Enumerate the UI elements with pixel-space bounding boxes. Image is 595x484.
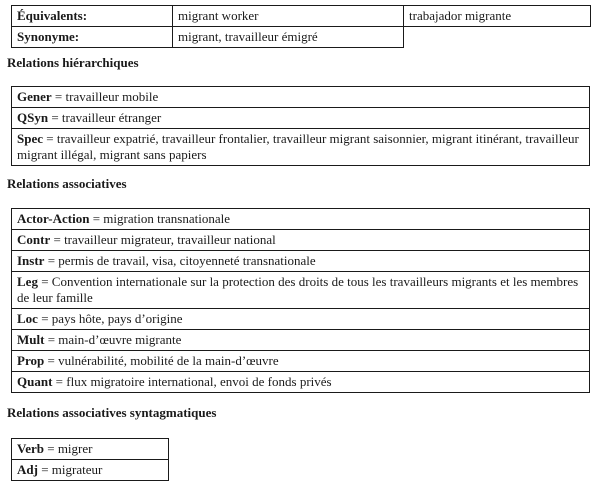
relation-value: Convention internationale sur la protection des droits de tous les travailleurs migrants et les membres de leur famille <box>17 274 579 305</box>
relation-value: travailleur expatrié, travailleur frontalier, travailleur migrant saisonnier, migrant itinérant, travailleur migrant illégal, migrant sans papiers <box>17 131 579 162</box>
relation-sep: = <box>37 462 52 477</box>
relation-key: Prop <box>17 353 45 368</box>
relation-key: Gener <box>17 89 52 104</box>
relation-row <box>12 129 590 166</box>
relation-key: QSyn <box>17 110 49 125</box>
section-title-hierarchical: Relations hiérarchiques <box>7 55 139 70</box>
relation-row <box>12 330 590 351</box>
section-title-associative: Relations associatives <box>7 176 127 191</box>
equivalent-spanish: trabajador migrante <box>404 6 591 27</box>
relation-row <box>12 460 169 481</box>
relation-sep: = <box>44 353 59 368</box>
relation-row <box>12 372 590 393</box>
relation-sep: = <box>37 274 52 289</box>
relation-value: travailleur mobile <box>65 89 159 104</box>
relation-key: Adj <box>17 462 38 477</box>
equivalents-label: Équivalents: <box>12 6 173 27</box>
relation-sep: = <box>44 253 59 268</box>
section-title-syntagmatic: Relations associatives syntagmatiques <box>7 405 217 420</box>
synonym-value: migrant, travailleur émigré <box>173 27 404 48</box>
associative-table <box>11 208 590 393</box>
relation-sep: = <box>44 332 59 347</box>
empty-cell <box>404 27 591 48</box>
relation-value: travailleur migrateur, travailleur national <box>64 232 276 247</box>
relation-key: Contr <box>17 232 51 247</box>
relation-sep: = <box>52 374 67 389</box>
relation-value: travailleur étranger <box>61 110 162 125</box>
relation-sep: = <box>48 110 62 125</box>
relation-row <box>12 251 590 272</box>
relation-row <box>12 309 590 330</box>
equivalent-english: migrant worker <box>173 6 404 27</box>
relation-row <box>12 87 590 108</box>
syntagmatic-table <box>11 438 169 481</box>
relation-key: Instr <box>17 253 45 268</box>
relation-key: Mult <box>17 332 45 347</box>
relation-row <box>12 439 169 460</box>
relation-sep: = <box>43 441 58 456</box>
relation-value: migrer <box>57 441 93 456</box>
relation-row <box>12 351 590 372</box>
relation-sep: = <box>43 131 57 146</box>
relation-value: pays hôte, pays d’origine <box>51 311 183 326</box>
relation-row <box>12 272 590 309</box>
hierarchical-table <box>11 86 590 166</box>
relation-key: Loc <box>17 311 38 326</box>
relation-value: permis de travail, visa, citoyenneté transnationale <box>58 253 316 268</box>
relation-key: Actor-Action <box>17 211 90 226</box>
relation-key: Leg <box>17 274 38 289</box>
relation-value: flux migratoire international, envoi de fonds privés <box>66 374 332 389</box>
relation-row <box>12 209 590 230</box>
relation-value: migration transnationale <box>103 211 230 226</box>
relation-row <box>12 230 590 251</box>
relation-value: main-d’œuvre migrante <box>58 332 182 347</box>
synonym-label: Synonyme: <box>12 27 173 48</box>
relation-value: vulnérabilité, mobilité de la main-d’œuvre <box>58 353 279 368</box>
relation-value: migrateur <box>51 462 103 477</box>
equivalents-table <box>11 5 591 48</box>
relation-sep: = <box>51 89 66 104</box>
relation-sep: = <box>89 211 104 226</box>
relation-sep: = <box>37 311 52 326</box>
relation-sep: = <box>50 232 65 247</box>
relation-key: Spec <box>17 131 43 146</box>
relation-key: Quant <box>17 374 53 389</box>
relation-row <box>12 108 590 129</box>
relation-key: Verb <box>17 441 44 456</box>
